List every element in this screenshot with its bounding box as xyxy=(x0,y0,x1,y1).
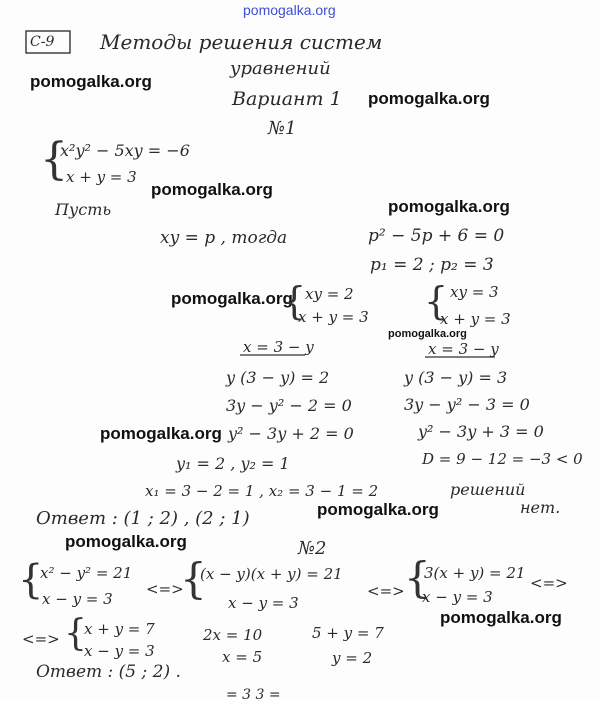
task1-answer: Ответ : (1 ; 2) , (2 ; 1) xyxy=(36,508,250,529)
watermark-7: pomogalka.org xyxy=(100,424,222,443)
task2-sys2-eq2: x − y = 3 xyxy=(228,594,299,612)
task2-equiv-4: <=> xyxy=(22,630,60,648)
task2-solve-x1: 2x = 10 xyxy=(203,626,263,644)
watermark-5: pomogalka.org xyxy=(171,289,293,308)
watermark-10: pomogalka.org xyxy=(440,608,562,627)
case1-roots-y: y₁ = 2 , y₂ = 1 xyxy=(176,454,290,473)
task2-sys1-eq1: x² − y² = 21 xyxy=(40,564,133,582)
watermark-3: pomogalka.org xyxy=(151,180,273,199)
case1-eq2: x + y = 3 xyxy=(298,308,369,326)
brace-task2-sys1: { xyxy=(18,557,44,603)
variant-label: Вариант 1 xyxy=(232,88,342,110)
brace-task2-sys2: { xyxy=(180,554,207,603)
task2-number: №2 xyxy=(298,538,327,559)
task2-equiv-1: <=> xyxy=(146,580,184,598)
watermark-2: pomogalka.org xyxy=(368,89,490,108)
task2-solve-y1: 5 + y = 7 xyxy=(312,624,384,642)
case2-eq2: x + y = 3 xyxy=(440,310,511,328)
case2-step1: y (3 − y) = 3 xyxy=(404,368,508,387)
next-line-cut: = 3 3 = xyxy=(226,687,281,703)
brace-task1: { xyxy=(40,134,68,185)
task1-let: Пусть xyxy=(55,200,112,219)
watermark-6: pomogalka.org xyxy=(388,328,467,340)
watermark-top: pomogalka.org xyxy=(243,2,336,18)
task1-substitution: xy = p , тогда xyxy=(160,228,288,248)
case1-step3: y² − 3y + 2 = 0 xyxy=(228,424,354,443)
watermark-8: pomogalka.org xyxy=(317,500,439,519)
task1-eq1: x²y² − 5xy = −6 xyxy=(60,141,190,160)
brace-case2: { xyxy=(424,279,449,323)
task1-quadratic: p² − 5p + 6 = 0 xyxy=(368,226,505,246)
task2-solve-x2: x = 5 xyxy=(222,648,263,666)
case2-express: x = 3 − y xyxy=(428,340,499,358)
task1-number: №1 xyxy=(268,118,297,139)
case1-step2: 3y − y² − 2 = 0 xyxy=(226,396,352,415)
case2-discriminant: D = 9 − 12 = −3 < 0 xyxy=(422,450,583,468)
section-code: С-9 xyxy=(30,34,55,50)
task2-sys2-eq1: (x − y)(x + y) = 21 xyxy=(200,565,343,583)
brace-task2-sys3: { xyxy=(404,553,431,602)
case1-step1: y (3 − y) = 2 xyxy=(226,368,330,387)
watermark-1: pomogalka.org xyxy=(30,72,152,91)
task2-equiv-2: <=> xyxy=(367,582,405,600)
task2-solve-y2: y = 2 xyxy=(332,649,373,667)
case2-no-solution-1: решений xyxy=(450,480,526,499)
task1-roots: p₁ = 2 ; p₂ = 3 xyxy=(370,255,494,275)
case2-eq1: xy = 3 xyxy=(450,283,499,301)
watermark-4: pomogalka.org xyxy=(388,197,510,216)
title-line-1: Методы решения систем xyxy=(100,30,383,54)
case2-no-solution-2: нет. xyxy=(520,498,561,517)
case2-step3: y² − 3y + 3 = 0 xyxy=(418,422,544,441)
case1-roots-x: x₁ = 3 − 2 = 1 , x₂ = 3 − 1 = 2 xyxy=(145,482,379,500)
task2-equiv-3: <=> xyxy=(530,574,568,592)
case1-express: x = 3 − y xyxy=(243,338,314,356)
title-line-2: уравнений xyxy=(230,58,331,79)
task1-eq2: x + y = 3 xyxy=(66,168,137,186)
task2-sys3-eq1: 3(x + y) = 21 xyxy=(424,564,526,582)
brace-case1: { xyxy=(282,279,307,323)
task2-answer: Ответ : (5 ; 2) . xyxy=(36,662,181,682)
watermark-9: pomogalka.org xyxy=(65,532,187,551)
task2-sys1-eq2: x − y = 3 xyxy=(42,590,113,608)
case2-step2: 3y − y² − 3 = 0 xyxy=(404,395,530,414)
brace-task2-sys4: { xyxy=(64,613,87,654)
task2-sys4-eq1: x + y = 7 xyxy=(84,620,155,638)
task2-sys3-eq2: x − y = 3 xyxy=(422,588,493,606)
task2-sys4-eq2: x − y = 3 xyxy=(84,642,155,660)
case1-eq1: xy = 2 xyxy=(305,285,354,303)
